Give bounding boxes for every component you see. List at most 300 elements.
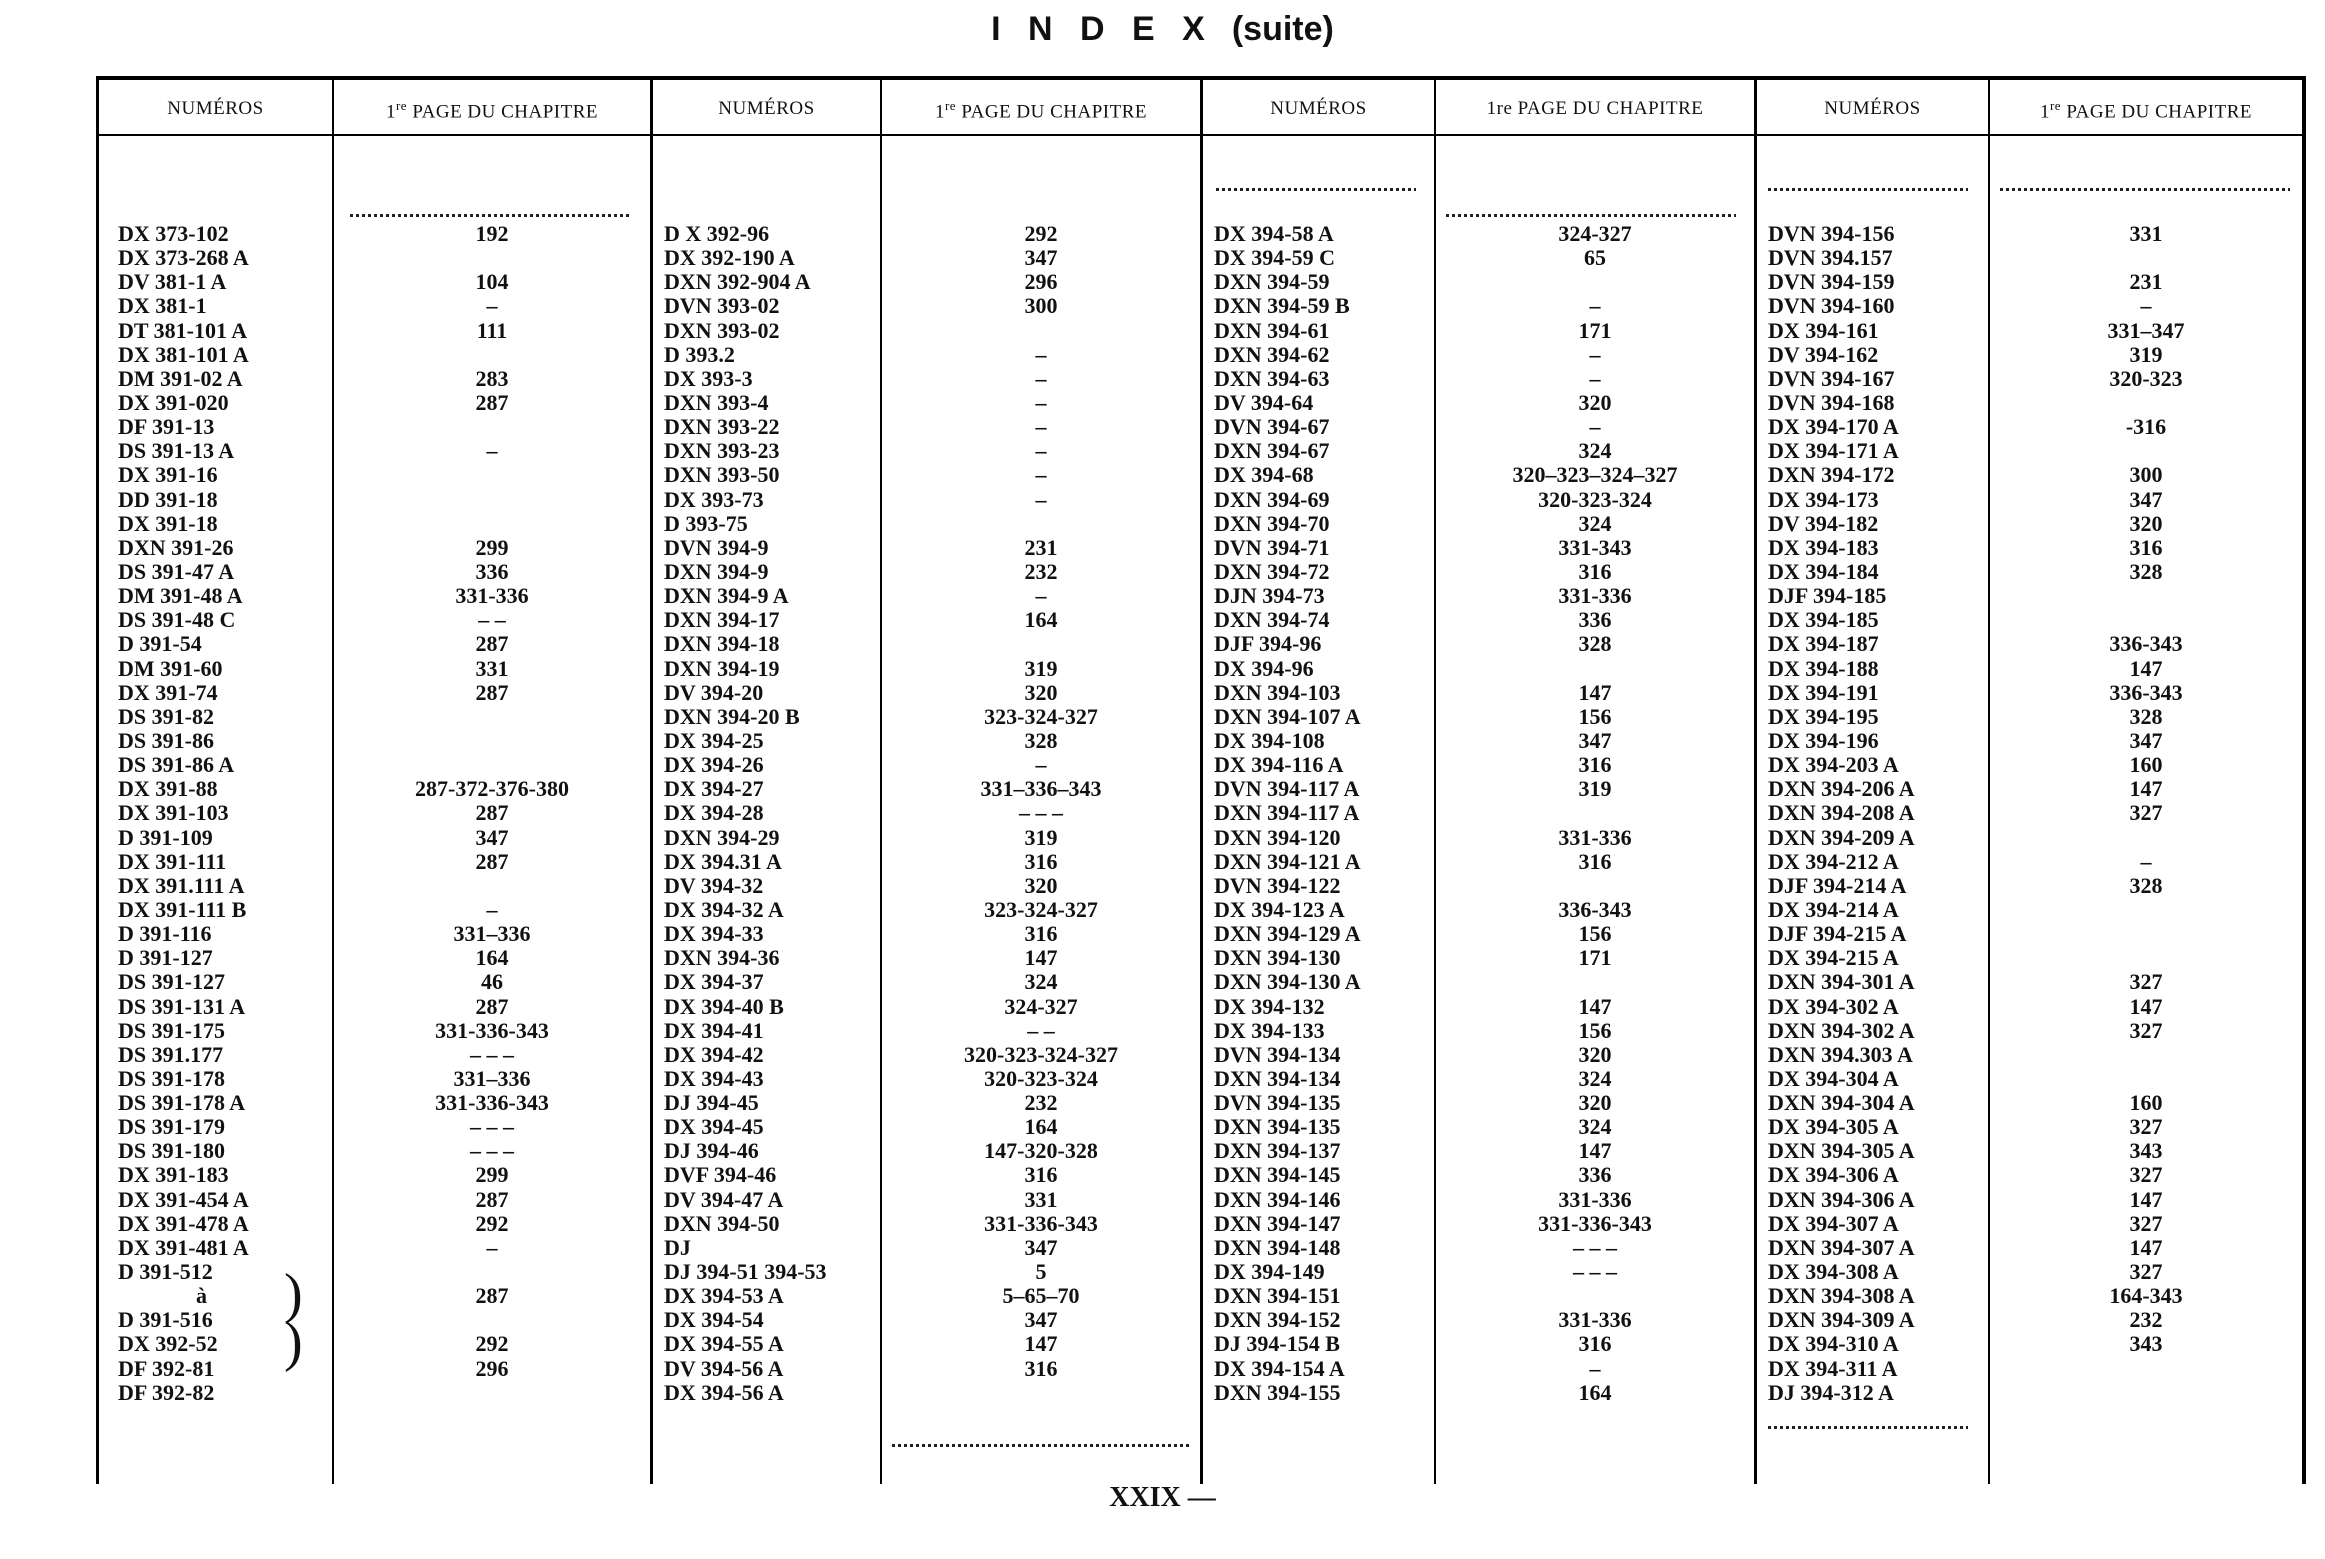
numero-entry: DV 394-47 A [664, 1186, 784, 1212]
numero-entry: DXN 394-121 A [1214, 848, 1361, 874]
page-entry: – [1035, 389, 1047, 415]
numero-entry: DV 381-1 A [118, 269, 227, 295]
numero-entry: DXN 394-107 A [1214, 703, 1361, 729]
page-entry: 147-320-328 [984, 1138, 1098, 1164]
numero-entry: à [196, 1283, 207, 1309]
numero-entry: DM 391-60 [118, 655, 223, 681]
numero-entry: DX 394-185 [1768, 607, 1879, 633]
page-entry: 347 [1024, 1234, 1058, 1260]
numero-entry: DXN 393-50 [664, 462, 780, 488]
numero-entry: D 393.2 [664, 341, 735, 367]
page-entry: 232 [2129, 1307, 2163, 1333]
page-entry: 164 [1578, 1379, 1612, 1405]
numero-entry: DX 394-40 B [664, 993, 784, 1019]
numero-entry: DX 394-25 [664, 727, 764, 753]
numero-entry: DXN 394-117 A [1214, 800, 1360, 826]
numero-entry: DXN 393-23 [664, 438, 780, 464]
page-entry: 147 [2129, 776, 2163, 802]
numero-entry: DX 391-74 [118, 679, 218, 705]
page-entry: 156 [1578, 921, 1612, 947]
page-entry: 287 [475, 1283, 509, 1309]
page-entry: 316 [1578, 848, 1612, 874]
group-3-pages [1436, 222, 1754, 1405]
index-table [96, 76, 2306, 1484]
numero-entry: DXN 392-904 A [664, 269, 811, 295]
page-entry: 316 [1024, 1162, 1058, 1188]
numero-entry: DX 394-26 [664, 752, 764, 778]
page-entry: 147 [2129, 993, 2163, 1019]
page-entry: 300 [2129, 462, 2163, 488]
numero-entry: DS 391-86 A [118, 752, 235, 778]
numero-entry: DVN 394-134 [1214, 1041, 1341, 1067]
numero-entry: DX 394-33 [664, 921, 764, 947]
numero-entry: DXN 394-135 [1214, 1114, 1341, 1140]
numero-entry: DX 381-101 A [118, 341, 249, 367]
numero-entry: DJ [664, 1234, 691, 1260]
page-entry: – [1035, 341, 1047, 367]
numero-entry: DX 394-187 [1768, 631, 1879, 657]
numero-entry: DD 391-18 [118, 486, 218, 512]
brace-bracket: ) [284, 1311, 303, 1373]
numero-entry: DXN 394-74 [1214, 607, 1330, 633]
page-entry: 147 [2129, 655, 2163, 681]
numero-entry: DXN 394-172 [1768, 462, 1895, 488]
page-entry: 343 [2129, 1331, 2163, 1357]
page-entry: – [1589, 365, 1601, 391]
numero-entry: DXN 394-9 A [664, 583, 789, 609]
numero-entry: DXN 394-67 [1214, 438, 1330, 464]
numero-entry: DX 394-203 A [1768, 752, 1899, 778]
numero-entry: DJ 394-154 B [1214, 1331, 1340, 1357]
page-entry: 331-336 [1558, 1307, 1632, 1333]
page-entry: 171 [1578, 945, 1612, 971]
numero-entry: DX 394-306 A [1768, 1162, 1899, 1188]
page-entry: 347 [1024, 1307, 1058, 1333]
page-entry: 331-336 [1558, 824, 1632, 850]
page-entry [1990, 439, 2302, 463]
numero-entry: DXN 394-59 B [1214, 293, 1350, 319]
numero-entry: DXN 394-306 A [1768, 1186, 1915, 1212]
page-entry: 46 [481, 969, 503, 995]
page-entry: 327 [2129, 1162, 2163, 1188]
numero-entry: DX 391-020 [118, 389, 229, 415]
dotted-leader [1216, 188, 1416, 191]
page-entry: 287 [475, 800, 509, 826]
numero-entry: DX 394-149 [1214, 1259, 1325, 1285]
page-entry [1436, 801, 1754, 825]
numero-entry: DJF 394-214 A [1768, 872, 1907, 898]
page-entry: 156 [1578, 703, 1612, 729]
page-entry: 336 [1578, 1162, 1612, 1188]
numero-entry: DXN 394-155 [1214, 1379, 1341, 1405]
numero-entry: DV 394-32 [664, 872, 764, 898]
numero-entry: DXN 394-36 [664, 945, 780, 971]
numero-entry: DF 391-13 [118, 414, 215, 440]
page-entry: 287 [475, 1186, 509, 1212]
page-entry: 287 [475, 389, 509, 415]
numero-entry: DX 394-195 [1768, 703, 1879, 729]
numero-entry: DX 394-170 A [1768, 414, 1899, 440]
page-entry [1436, 657, 1754, 681]
page-entry: 327 [2129, 800, 2163, 826]
numero-entry: DX 394-132 [1214, 993, 1325, 1019]
page-entry [1990, 1067, 2302, 1091]
numero-entry: DS 391-82 [118, 703, 214, 729]
numero-entry: DXN 394-9 [664, 558, 769, 584]
header-numeros: NUMÉROS [718, 98, 815, 119]
page-entry: 327 [2129, 1017, 2163, 1043]
page-entry: 232 [1024, 558, 1058, 584]
page-entry: – [1589, 293, 1601, 319]
numero-entry: DS 391-13 A [118, 438, 235, 464]
brace-bracket: ) [284, 1263, 303, 1325]
page-entry: 147 [1578, 679, 1612, 705]
numero-entry: DVN 394-168 [1768, 389, 1895, 415]
page-entry: – – – [470, 1138, 514, 1164]
page-entry: 327 [2129, 1114, 2163, 1140]
numero-entry: DXN 394-69 [1214, 486, 1330, 512]
page-entry [334, 1381, 650, 1405]
numero-entry: DX 394-308 A [1768, 1259, 1899, 1285]
page-entry: 164-343 [2109, 1283, 2183, 1309]
numero-entry: DX 391.111 A [118, 872, 245, 898]
numero-entry: DF 392-82 [118, 1379, 215, 1405]
page-entry: 331–336 [453, 1065, 531, 1091]
page-entry: 111 [476, 317, 508, 343]
numero-entry: DXN 394-70 [1214, 510, 1330, 536]
numero-entry: DX 392-190 A [664, 245, 795, 271]
dotted-leader [350, 214, 630, 217]
page-entry: 104 [475, 269, 509, 295]
numero-entry: DX 394-212 A [1768, 848, 1899, 874]
page-entry [1990, 584, 2302, 608]
numero-entry: DX 394-108 [1214, 727, 1325, 753]
numero-entry: DV 394-20 [664, 679, 764, 705]
numero-entry: DXN 393-02 [664, 317, 780, 343]
page-entry: 164 [475, 945, 509, 971]
numero-entry: DJF 394-185 [1768, 583, 1887, 609]
numero-entry: DX 394-116 A [1214, 752, 1344, 778]
page-entry [334, 488, 650, 512]
group-divider [650, 76, 653, 1484]
numero-entry: DXN 394-209 A [1768, 824, 1915, 850]
numero-entry: DVN 394.157 [1768, 245, 1893, 271]
page-entry: 171 [1578, 317, 1612, 343]
numero-entry: DX 394-215 A [1768, 945, 1899, 971]
header-page-du-chapitre: 1re PAGE DU CHAPITRE [934, 98, 1148, 123]
numero-entry: DVN 394-159 [1768, 269, 1895, 295]
numero-entry: D 391-512 [118, 1259, 213, 1285]
numero-entry: D X 392-96 [664, 221, 770, 246]
header-numeros: NUMÉROS [1270, 98, 1367, 119]
numero-entry: DS 391-47 A [118, 558, 235, 584]
header-page-du-chapitre: 1re PAGE DU CHAPITRE [385, 98, 599, 123]
page-entry [882, 319, 1200, 343]
page-entry: 328 [2129, 872, 2163, 898]
numero-entry: DXN 394-19 [664, 655, 780, 681]
page-entry: 328 [1024, 727, 1058, 753]
page-entry: 232 [1024, 1090, 1058, 1116]
numero-entry: DX 394-56 A [664, 1379, 784, 1405]
page-entry: 331 [1024, 1186, 1058, 1212]
page-entry [1990, 826, 2302, 850]
numero-entry: DXN 393-4 [664, 389, 769, 415]
page-entry [1436, 1284, 1754, 1308]
page-entry: 336-343 [2109, 679, 2183, 705]
page-entry: – [1035, 365, 1047, 391]
page-entry: 147 [1578, 993, 1612, 1019]
page-entry: 331 [475, 655, 509, 681]
page-entry: 323-324-327 [984, 703, 1098, 729]
page-entry: 336-343 [1558, 896, 1632, 922]
page-entry: 331 [2129, 221, 2163, 246]
numero-entry: DVN 394-117 A [1214, 776, 1360, 802]
page-entry: 319 [1578, 776, 1612, 802]
page-entry: 5–65–70 [1002, 1283, 1080, 1309]
numero-entry: DX 394-173 [1768, 486, 1879, 512]
page-entry: 320-323-324 [984, 1065, 1098, 1091]
numero-entry: DVN 394-167 [1768, 365, 1895, 391]
page-entry: 147 [2129, 1186, 2163, 1212]
page-entry: – – – [1019, 800, 1063, 826]
page-entry: 331-336 [1558, 1186, 1632, 1212]
group-1-numeros [118, 222, 328, 1405]
numero-entry: DXN 394-206 A [1768, 776, 1915, 802]
numero-entry: DS 391-179 [118, 1114, 225, 1140]
table-left-border [96, 76, 99, 1484]
page-entry: 316 [2129, 534, 2163, 560]
page-entry: 331-336-343 [1538, 1210, 1652, 1236]
page-entry: 287 [475, 848, 509, 874]
page-entry: 287-372-376-380 [415, 776, 569, 802]
page-entry [1990, 1043, 2302, 1067]
numero-entry: DX 393-73 [664, 486, 764, 512]
page-title [0, 10, 2325, 49]
page-entry [334, 753, 650, 777]
page-entry: 331-336-343 [435, 1017, 549, 1043]
page-entry: – [1035, 752, 1047, 778]
page-entry: 300 [1024, 293, 1058, 319]
numero-entry: DX 391-111 [118, 848, 227, 874]
index-title: I N D E X [991, 10, 1214, 48]
page-entry: 65 [1584, 245, 1606, 271]
numero-entry: DVN 394-160 [1768, 293, 1895, 319]
numero-entry: DJN 394-73 [1214, 583, 1325, 609]
page-entry: 316 [1024, 848, 1058, 874]
numero-entry: DS 391.177 [118, 1041, 224, 1067]
numero-entry: DXN 391-26 [118, 534, 234, 560]
page-entry [334, 343, 650, 367]
page-entry [1436, 970, 1754, 994]
numero-entry: DX 394-54 [664, 1307, 764, 1333]
numero-entry: DX 394-184 [1768, 558, 1879, 584]
page-entry [334, 463, 650, 487]
numero-entry: DX 394-37 [664, 969, 764, 995]
numero-entry: DX 394-191 [1768, 679, 1879, 705]
numero-entry: DX 391-111 B [118, 896, 247, 922]
numero-entry: DX 394-123 A [1214, 896, 1345, 922]
page-entry: 316 [1578, 558, 1612, 584]
numero-entry: DXN 394-137 [1214, 1138, 1341, 1164]
page-entry: 319 [1024, 824, 1058, 850]
page-entry: 324-327 [1004, 993, 1078, 1019]
page-entry: 327 [2129, 969, 2163, 995]
numero-entry: DX 394-305 A [1768, 1114, 1899, 1140]
numero-entry: DVN 393-02 [664, 293, 780, 319]
numero-entry: DS 391-178 [118, 1065, 225, 1091]
header-page-du-chapitre: 1re PAGE DU CHAPITRE [1486, 98, 1704, 119]
numero-entry: DXN 394-309 A [1768, 1307, 1915, 1333]
page-entry: 147 [1024, 945, 1058, 971]
page-entry: 320 [1578, 1041, 1612, 1067]
page-entry: 292 [1024, 221, 1058, 246]
numero-entry: DX 394-32 A [664, 896, 784, 922]
numero-entry: DX 391-454 A [118, 1186, 249, 1212]
page-entry: – – – [1573, 1234, 1617, 1260]
page-entry: – – – [1573, 1259, 1617, 1285]
numero-entry: DX 394-307 A [1768, 1210, 1899, 1236]
page-entry: 296 [1024, 269, 1058, 295]
numero-entry: DX 394-53 A [664, 1283, 784, 1309]
page-entry: – [1035, 486, 1047, 512]
numero-entry: DXN 394-50 [664, 1210, 780, 1236]
page-entry: 331–347 [2107, 317, 2185, 343]
page-entry: 331-336-343 [435, 1090, 549, 1116]
page-entry: 192 [475, 221, 509, 246]
group-2-pages [882, 222, 1200, 1405]
numero-entry: DXN 394-130 [1214, 945, 1341, 971]
numero-entry: DXN 394-61 [1214, 317, 1330, 343]
numero-entry: DX 394-42 [664, 1041, 764, 1067]
page-entry: 331-343 [1558, 534, 1632, 560]
page-entry: 296 [475, 1355, 509, 1381]
numero-entry: DX 391-481 A [118, 1234, 249, 1260]
page-entry: 320-323-324 [1538, 486, 1652, 512]
numero-entry: DS 391-175 [118, 1017, 225, 1043]
numero-entry: DXN 394.303 A [1768, 1041, 1913, 1067]
page-entry: 336-343 [2109, 631, 2183, 657]
page-entry: 164 [1024, 1114, 1058, 1140]
index-title-suffix: (suite) [1231, 10, 1334, 48]
page-entry [334, 705, 650, 729]
numero-entry: DX 394-196 [1768, 727, 1879, 753]
numero-entry: DXN 394-302 A [1768, 1017, 1915, 1043]
numero-entry: DVN 394-9 [664, 534, 769, 560]
numero-entry: D 391-109 [118, 824, 213, 850]
numero-entry: DX 381-1 [118, 293, 207, 319]
page-entry: 347 [475, 824, 509, 850]
page-entry: – [2140, 848, 2152, 874]
table-right-border [2302, 76, 2306, 1484]
numero-entry: DXN 394-62 [1214, 341, 1330, 367]
numero-entry: DX 373-268 A [118, 245, 249, 271]
page-entry: – [486, 1234, 498, 1260]
page-entry: 327 [2129, 1259, 2163, 1285]
numero-entry: DM 391-02 A [118, 365, 243, 391]
numero-entry: DXN 394-152 [1214, 1307, 1341, 1333]
numero-entry: DXN 394-29 [664, 824, 780, 850]
numero-entry: D 391-127 [118, 945, 213, 971]
numero-entry: DXN 394-17 [664, 607, 780, 633]
page-entry: 320–323–324–327 [1512, 462, 1678, 488]
page-entry [882, 1381, 1200, 1405]
numero-entry: DXN 394-151 [1214, 1283, 1341, 1309]
dotted-leader [1446, 214, 1736, 217]
dotted-leader [2000, 188, 2290, 191]
page-entry: – [1035, 438, 1047, 464]
page-entry: 320 [1578, 1090, 1612, 1116]
page-entry: 147 [1578, 1138, 1612, 1164]
page-entry [1990, 246, 2302, 270]
header-numeros: NUMÉROS [1824, 98, 1921, 119]
numero-entry: DXN 394-103 [1214, 679, 1341, 705]
page-entry [334, 729, 650, 753]
group-divider [1200, 76, 1203, 1484]
page-entry: 331-336 [1558, 583, 1632, 609]
numero-entry: DXN 394-305 A [1768, 1138, 1915, 1164]
numero-entry: DVN 394-67 [1214, 414, 1330, 440]
numero-entry: DXN 394-307 A [1768, 1234, 1915, 1260]
page-entry: – [1035, 583, 1047, 609]
page-entry: 283 [475, 365, 509, 391]
numero-entry: DXN 394-208 A [1768, 800, 1915, 826]
page-entry: 299 [475, 534, 509, 560]
group-divider [1754, 76, 1757, 1484]
numero-entry: DX 394-171 A [1768, 438, 1899, 464]
numero-entry: DVN 394-135 [1214, 1090, 1341, 1116]
page-entry: 320 [1578, 389, 1612, 415]
page-entry: 324 [1578, 510, 1612, 536]
page-entry [882, 512, 1200, 536]
page-entry: 316 [1578, 752, 1612, 778]
numero-entry: DX 394-311 A [1768, 1355, 1898, 1381]
numero-entry: DVN 394-156 [1768, 221, 1895, 246]
page-entry: 316 [1024, 921, 1058, 947]
page-entry [1436, 874, 1754, 898]
header-numeros: NUMÉROS [167, 98, 264, 119]
numero-entry: DXN 394-304 A [1768, 1090, 1915, 1116]
numero-entry: DX 391-18 [118, 510, 218, 536]
page-entry: 287 [475, 993, 509, 1019]
numero-entry: DXN 394-63 [1214, 365, 1330, 391]
numero-entry: DS 391-131 A [118, 993, 246, 1019]
numero-entry: DXN 394-120 [1214, 824, 1341, 850]
page-entry: – [2140, 293, 2152, 319]
group-4-pages [1990, 222, 2302, 1405]
group-3-numeros [1214, 222, 1432, 1405]
group-2-numeros [664, 222, 878, 1405]
page-entry: 231 [1024, 534, 1058, 560]
numero-entry: DJF 394-215 A [1768, 921, 1907, 947]
numero-entry: DX 394-161 [1768, 317, 1879, 343]
page-entry [334, 874, 650, 898]
page-entry: 323-324-327 [984, 896, 1098, 922]
page-entry [334, 415, 650, 439]
numero-entry: DVN 394-71 [1214, 534, 1330, 560]
page-entry [882, 632, 1200, 656]
page-entry: 292 [475, 1331, 509, 1357]
page-entry: – [1589, 341, 1601, 367]
page-entry: 347 [1578, 727, 1612, 753]
page-entry: 347 [1024, 245, 1058, 271]
page-entry [334, 512, 650, 536]
numero-entry: DX 393-3 [664, 365, 753, 391]
numero-entry: DXN 394-301 A [1768, 969, 1915, 995]
page-entry: 324 [1578, 438, 1612, 464]
numero-entry: DX 394-68 [1214, 462, 1314, 488]
numero-entry: DX 373-102 [118, 221, 229, 246]
numero-entry: DX 391-88 [118, 776, 218, 802]
